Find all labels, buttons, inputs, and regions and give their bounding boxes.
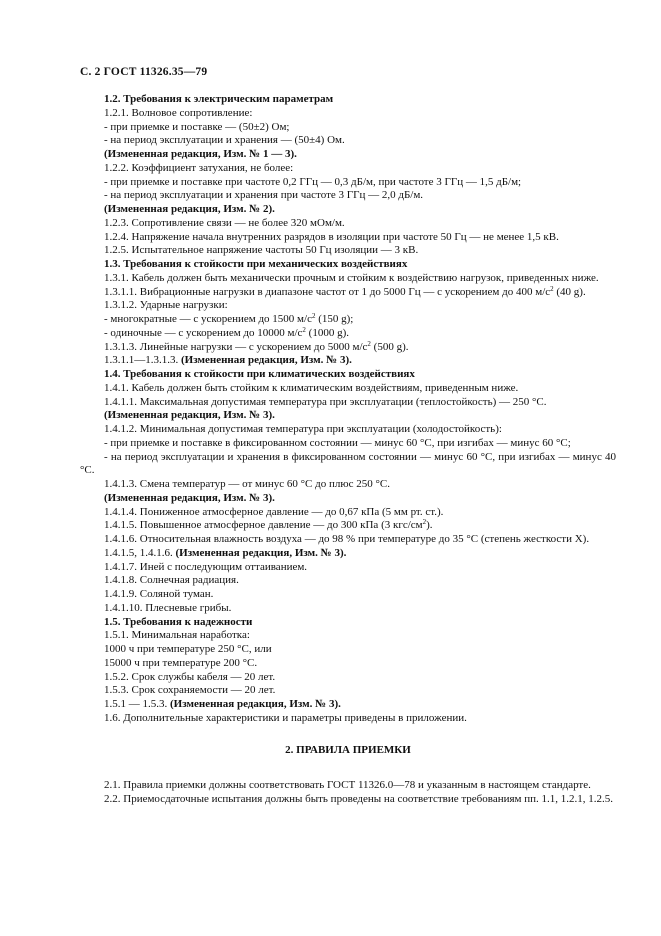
subsection-heading: 1.2. Требования к электрическим параметрам — [104, 93, 334, 105]
section-heading: 2. ПРАВИЛА ПРИЕМКИ — [285, 743, 411, 756]
paragraph — [80, 313, 616, 327]
subsection-heading: 1.4. Требования к стойкости при климатических воздействиях — [104, 368, 415, 380]
paragraph: 1.5.2. Срок службы кабеля — 20 лет. — [104, 670, 276, 683]
paragraph: - при приемке и поставке — (50±2) Ом; — [104, 120, 290, 133]
amendment-note: (Измененная редакция, Изм. № 3). — [104, 491, 275, 504]
paragraph: - на период эксплуатации и хранения — (50±4) Ом. — [104, 134, 345, 147]
paragraph: 1.4.1.8. Солнечная радиация. — [104, 574, 239, 587]
paragraph: 1.2.3. Сопротивление связи — не более 320 мОм/м. — [104, 216, 345, 229]
text-run: 1.4.1.5. Повышенное атмосферное давление — до 300 кПа (3 кгс/см — [104, 519, 423, 532]
paragraph: 1.4.1. Кабель должен быть стойким к климатическим воздействиям, приведенным ниже. — [104, 381, 519, 394]
text-run: 1.4.1.5, 1.4.1.6. — [104, 546, 176, 559]
paragraph: 1.5.3. Срок сохраняемости — 20 лет. — [104, 684, 276, 697]
paragraph: 1.4.1.2. Минимальная допустимая температура при эксплуатации (холодостойкость): — [104, 423, 502, 435]
amendment-note: (Измененная редакция, Изм. № 2). — [104, 203, 275, 215]
text-run: 1.3.1.1. Вибрационные нагрузки в диапазоне частот от 1 до 5000 Гц — с ускорением до 400 м/с — [104, 285, 551, 298]
paragraph: 1.4.1.4. Пониженное атмосферное давление — до 0,67 кПа (5 мм рт. ст.). — [104, 505, 444, 518]
amendment-note: (Измененная редакция, Изм. № 3). — [175, 546, 347, 559]
text-run: (500 g). — [370, 340, 409, 353]
paragraph: - при приемке и поставке в фиксированном состоянии — минус 60 °С, при изгибах — минус 60 °С; — [104, 436, 571, 449]
paragraph: 1.2.2. Коэффициент затухания, не более: — [104, 161, 294, 174]
paragraph: 1.4.1.9. Соляной туман. — [104, 588, 214, 600]
paragraph: 2.1. Правила приемки должны соответствовать ГОСТ 11326.0—78 и указанным в настоящем стандарте. — [104, 779, 591, 792]
text-run: (1000 g). — [305, 326, 349, 339]
amendment-note: (Измененная редакция, Изм. № 3). — [170, 698, 341, 710]
amendment-note: (Измененная редакция, Изм. № 3). — [181, 354, 352, 367]
subsection-heading: 1.5. Требования к надежности — [104, 615, 253, 628]
paragraph: 1.2.5. Испытательное напряжение частоты 50 Гц изоляции — 3 кВ. — [104, 244, 419, 257]
paragraph — [80, 354, 616, 368]
paragraph: - на период эксплуатации и хранения при частоте 3 ГГц — 2,0 дБ/м. — [104, 189, 424, 202]
paragraph: 1.4.1.3. Смена температур — от минус 60 °С до плюс 250 °С. — [104, 478, 390, 490]
amendment-note: (Измененная редакция, Изм. № 1 — 3). — [104, 148, 297, 160]
paragraph: 1.2.1. Волновое сопротивление: — [104, 106, 253, 119]
paragraph: 1.4.1.1. Максимальная допустимая температура при эксплуатации (теплостойкость) — 250 °С. — [104, 395, 547, 408]
paragraph: 15000 ч при температуре 200 °С. — [104, 656, 258, 669]
amendment-note: (Измененная редакция, Изм. № 3). — [104, 409, 275, 422]
paragraph: 1.5.1. Минимальная наработка: — [104, 629, 250, 642]
text-run: ). — [426, 519, 433, 532]
paragraph: 1.4.1.7. Иней с последующим оттаиванием. — [104, 560, 308, 573]
paragraph — [80, 547, 616, 561]
text-run: 1.3.1.3. Линейные нагрузки — с ускорением до 5000 м/с — [104, 340, 368, 353]
paragraph: 1.4.1.10. Плесневые грибы. — [104, 601, 232, 614]
paragraph: 1.4.1.6. Относительная влажность воздуха — до 98 % при температуре до 35 °С (степень жесткости X). — [104, 533, 590, 545]
paragraph: 1.3.1.2. Ударные нагрузки: — [104, 299, 228, 312]
document-body — [80, 93, 616, 807]
paragraph: 1.3.1. Кабель должен быть механически прочным и стойким к воздействию нагрузок, приведенных ниже. — [104, 271, 599, 284]
paragraph: 2.2. Приемосдаточные испытания должны быть проведены на соответствие требованиям пп. 1.1, 1.2.1, 1.2.5. — [104, 793, 614, 805]
paragraph: 1.6. Дополнительные характеристики и параметры приведены в приложении. — [104, 711, 467, 724]
text-run: - многократные — с ускорением до 1500 м/с — [104, 313, 312, 325]
superscript: 2 — [311, 312, 316, 320]
paragraph: 1000 ч при температуре 250 °С, или — [104, 643, 272, 655]
paragraph — [80, 341, 616, 355]
superscript: 2 — [550, 284, 554, 293]
text-run: 1.5.1 — 1.5.3. — [104, 698, 170, 710]
paragraph — [80, 286, 616, 300]
paragraph — [80, 327, 616, 341]
superscript: 2 — [422, 518, 427, 527]
subsection-heading: 1.3. Требования к стойкости при механических воздействиях — [104, 258, 408, 270]
page-header: С. 2 ГОСТ 11326.35—79 — [80, 66, 208, 78]
text-run: 1.3.1.1—1.3.1.3. — [104, 354, 181, 367]
paragraph — [80, 698, 616, 712]
paragraph: - при приемке и поставке при частоте 0,2 ГГц — 0,3 дБ/м, при частоте 3 ГГц — 1,5 дБ/м; — [104, 175, 522, 188]
text-run: - одиночные — с ускорением до 10000 м/с — [104, 326, 303, 339]
text-run: (40 g). — [553, 285, 586, 298]
paragraph: - на период эксплуатации и хранения в фиксированном состоянии — минус 60 °С, при изгибах — минус 40 °С. — [80, 450, 616, 477]
superscript: 2 — [302, 325, 306, 334]
superscript: 2 — [367, 339, 371, 348]
text-run: (150 g); — [315, 313, 354, 325]
paragraph: 1.2.4. Напряжение начала внутренних разрядов в изоляции при частоте 50 Гц — не менее 1,5 кВ. — [104, 230, 559, 243]
paragraph — [80, 519, 616, 533]
